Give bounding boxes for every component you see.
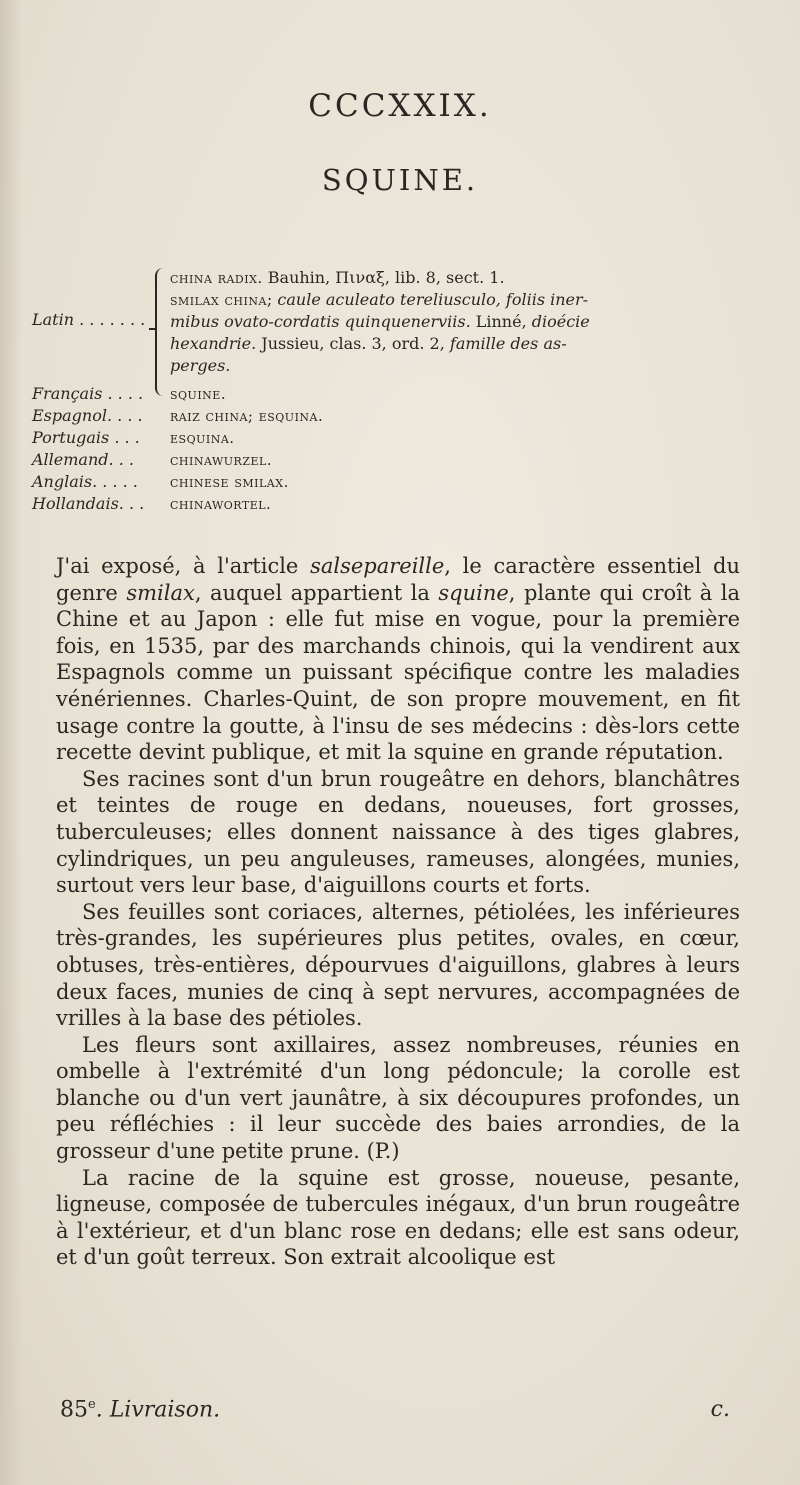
synonym-label-dutch: Hollandais. . .	[32, 494, 145, 513]
latin-class-hexandrie: hexandrie.	[170, 334, 257, 353]
synonym-value-spanish: raiz china; esquina.	[170, 407, 324, 425]
signature-text: . Livraison.	[95, 1397, 221, 1423]
latin-ref-jussieu: Jussieu, clas. 3, ord. 2,	[256, 334, 450, 353]
latin-line-5	[170, 355, 230, 377]
synonym-value-german: chinawurzel.	[170, 451, 273, 469]
paragraph-intro	[56, 553, 740, 766]
synonym-label-portuguese: Portugais . . .	[32, 428, 140, 447]
synonym-value-dutch: chinawortel.	[170, 495, 272, 513]
latin-ref-linne: Linné,	[470, 312, 532, 331]
paragraph-leaves: Ses feuilles sont coriaces, alternes, pétiolées, les inférieures très-grandes, les supérieures plus petites, ovales, en cœur, obtuses, très-entières, dépourvues d'aiguillons, glabres à leurs deux faces, munies de cinq à sept nervures, accompagnées de vrilles à la base des pétioles.	[56, 899, 740, 1031]
signature-mark	[60, 1397, 220, 1422]
term-salsepareille: salsepareille	[310, 554, 445, 578]
page-title: SQUINE.	[321, 163, 479, 197]
synonym-label-french: Français . . . .	[32, 384, 144, 403]
brace-bracket	[155, 268, 167, 396]
gathering-mark: c.	[710, 1397, 730, 1422]
article-body	[56, 553, 740, 1271]
intro-text-2: , le caractère essentiel du genre	[56, 554, 741, 605]
latin-line-4	[170, 333, 567, 355]
latin-line-3	[170, 311, 590, 333]
synonym-value-french: squine.	[170, 385, 227, 403]
term-smilax: smilax	[126, 580, 195, 605]
paragraph-root-properties: La racine de la squine est grosse, noueuse, pesante, ligneuse, composée de tubercules inégaux, d'un brun rougeâtre à l'extérieur, et d'un blanc rose en dedans; elle est sans odeur, et d'un goût terreux. Son extrait alcoolique est	[56, 1165, 740, 1270]
brace-tip	[149, 328, 157, 330]
synonym-label-english: Anglais. . . . .	[32, 472, 138, 491]
signature-number: 85	[60, 1397, 88, 1423]
page-folio: CCCXXIX.	[308, 88, 492, 124]
signature-sup: e	[88, 1397, 96, 1412]
synonym-label-spanish: Espagnol. . . .	[32, 406, 143, 425]
latin-line-1	[170, 267, 505, 289]
latin-name-smilax-china: smilax china	[170, 291, 267, 309]
intro-text-3: , auquel appartient la	[194, 580, 439, 605]
latin-sep: ;	[266, 290, 278, 309]
intro-text-4: , plante qui croît à la Chine et au Japon : elle fut mise en vogue, pour la première fois, en 1535, par des marchands chinois, qui la vendirent aux Espagnols comme un puissant spécifique contre les maladies vénériennes. Charles-Quint, de son propre mouvement, en fit usage contre la goutte, à l'insu de ses médecins : dès-lors cette recette devint publique, et mit la squine en grande réputation.	[56, 580, 740, 765]
latin-description-2: mibus ovato-cordatis quinquenerviis.	[170, 312, 471, 331]
term-squine: squine	[438, 580, 509, 605]
latin-line-2	[170, 289, 588, 311]
synonym-value-portuguese: esquina.	[170, 429, 235, 447]
page-gutter-shadow	[0, 0, 22, 1485]
latin-family-2: perges.	[170, 356, 231, 375]
latin-name-china-radix: china radix.	[170, 269, 263, 287]
latin-family-1: famille des as-	[449, 334, 567, 353]
latin-ref-bauhin: Bauhin, Πιναξ, lib. 8, sect. 1.	[262, 268, 505, 287]
intro-text-1: J'ai exposé, à l'article	[56, 554, 311, 578]
synonym-label-latin: Latin . . . . . . .	[32, 310, 146, 329]
latin-description-1: caule aculeato tereliusculo, foliis iner-	[277, 290, 589, 309]
latin-class-linne: dioécie	[531, 312, 590, 331]
synonym-label-german: Allemand. . .	[32, 450, 134, 469]
paragraph-roots: Ses racines sont d'un brun rougeâtre en dehors, blanchâtres et teintes de rouge en dedans, noueuses, fort grosses, tuberculeuses; elles donnent naissance à des tiges glabres, cylindriques, un peu anguleuses, rameuses, alongées, munies, surtout vers leur base, d'aiguillons courts et forts.	[56, 766, 740, 898]
synonym-value-english: chinese smilax.	[170, 473, 289, 491]
paragraph-flowers: Les fleurs sont axillaires, assez nombreuses, réunies en ombelle à l'extrémité d'un long pédoncule; la corolle est blanche ou d'un vert jaunâtre, à six découpures profondes, un peu réfléchies : il leur succède des baies arrondies, de la grosseur d'une petite prune. (P.)	[56, 1032, 740, 1164]
